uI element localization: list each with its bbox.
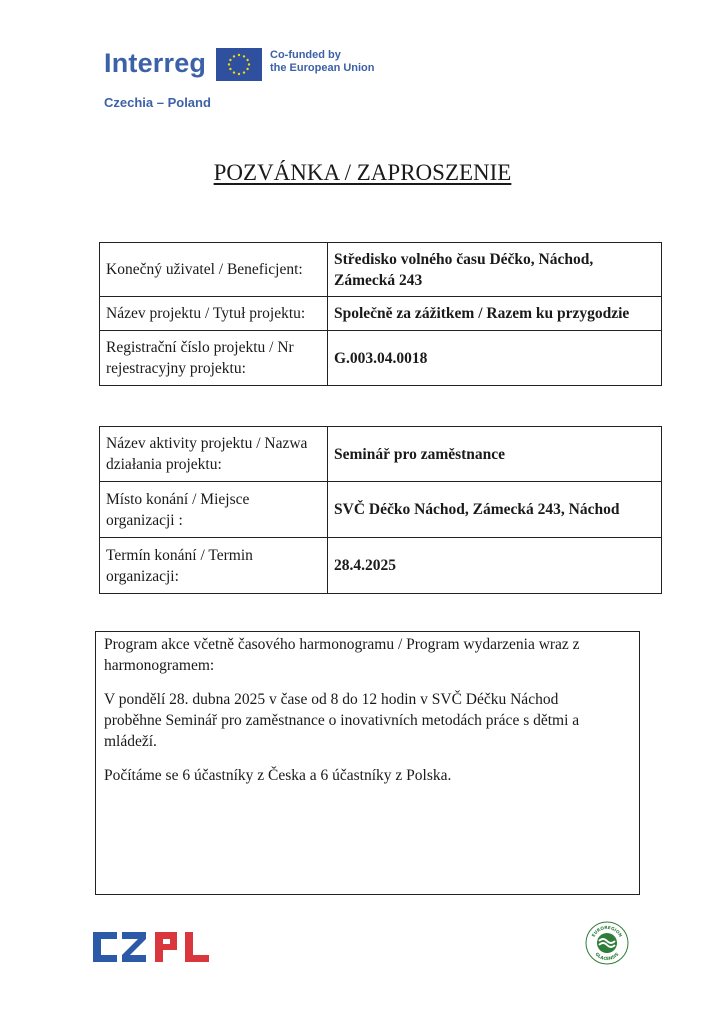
date-label-line-2: organizacji:: [106, 567, 179, 585]
registration-label-line-1: Registrační číslo projektu / Nr: [106, 339, 294, 356]
project-name-value: Společně za zážitkem / Razem ku przygodzie: [328, 297, 662, 331]
document-title: POZVÁNKA / ZAPROSZENIE: [213, 160, 512, 185]
cofunded-line-2: the European Union: [270, 62, 375, 74]
venue-value: SVČ Déčko Náchod, Zámecká 243, Náchod: [328, 482, 662, 538]
seal-text-bottom: GLACENSIS: [593, 952, 621, 963]
table-row: [100, 482, 662, 538]
activity-name-label: [100, 427, 328, 482]
program-heading-line-2: harmonogramem:: [104, 657, 215, 674]
activity-info-table: [99, 426, 662, 594]
table-row: [100, 538, 662, 594]
table-row: [100, 297, 662, 331]
program-box: [95, 631, 640, 895]
seal-text-top: EUROREGION: [591, 925, 623, 939]
cz-pl-logo-icon: [93, 932, 211, 962]
table-row: [100, 243, 662, 297]
euroregion-glacensis-seal-icon: [585, 921, 629, 965]
date-value: 28.4.2025: [328, 538, 662, 594]
program-paragraph-line-2: proběhne Seminář pro zaměstnance o inovativních metodách práce s dětmi a: [104, 712, 580, 729]
registration-number-value: G.003.04.0018: [328, 331, 662, 386]
beneficiary-value-line-1: Středisko volného času Déčko, Náchod,: [334, 250, 594, 268]
activity-name-value: Seminář pro zaměstnance: [328, 427, 662, 482]
interreg-wordmark: Interreg: [104, 48, 207, 78]
program-paragraph-line-3: mládeží.: [104, 733, 157, 750]
beneficiary-value-line-2: Zámecká 243: [334, 271, 423, 289]
program-heading-line-1: Program akce včetně časového harmonogramu / Program wydarzenia wraz z: [104, 636, 580, 653]
program-paragraph: [104, 689, 629, 752]
registration-number-label: [100, 331, 328, 386]
date-label-line-1: Termín konání / Termin: [106, 546, 253, 564]
beneficiary-value: [328, 243, 662, 297]
program-name: Czechia – Poland: [104, 95, 211, 110]
project-info-table: [99, 242, 662, 386]
eu-flag-icon: [216, 48, 262, 81]
program-heading: [104, 634, 629, 676]
activity-name-label-line-1: Název aktivity projektu / Nazwa: [106, 435, 308, 452]
cofunded-line-1: Co-funded by: [270, 49, 341, 61]
svg-text:GLACENSIS: [594, 951, 621, 962]
venue-label-line-1: Místo konání / Miejsce: [106, 490, 250, 508]
beneficiary-label: Konečný uživatel / Beneficjent:: [100, 243, 328, 297]
date-label: [100, 538, 328, 594]
venue-label: [100, 482, 328, 538]
project-name-label: Název projektu / Tytuł projektu:: [100, 297, 328, 331]
cofunded-text: [270, 49, 390, 75]
venue-label-line-2: organizacji :: [106, 511, 183, 529]
program-paragraph-line-1: V pondělí 28. dubna 2025 v čase od 8 do 12 hodin v SVČ Déčku Náchod: [104, 691, 559, 708]
table-row: [100, 331, 662, 386]
activity-name-label-line-2: działania projektu:: [106, 456, 222, 473]
participants-text: Počítáme se 6 účastníky z Česka a 6 účastníky z Polska.: [104, 767, 452, 784]
table-row: [100, 427, 662, 482]
registration-label-line-2: rejestracyjny projektu:: [106, 360, 246, 377]
